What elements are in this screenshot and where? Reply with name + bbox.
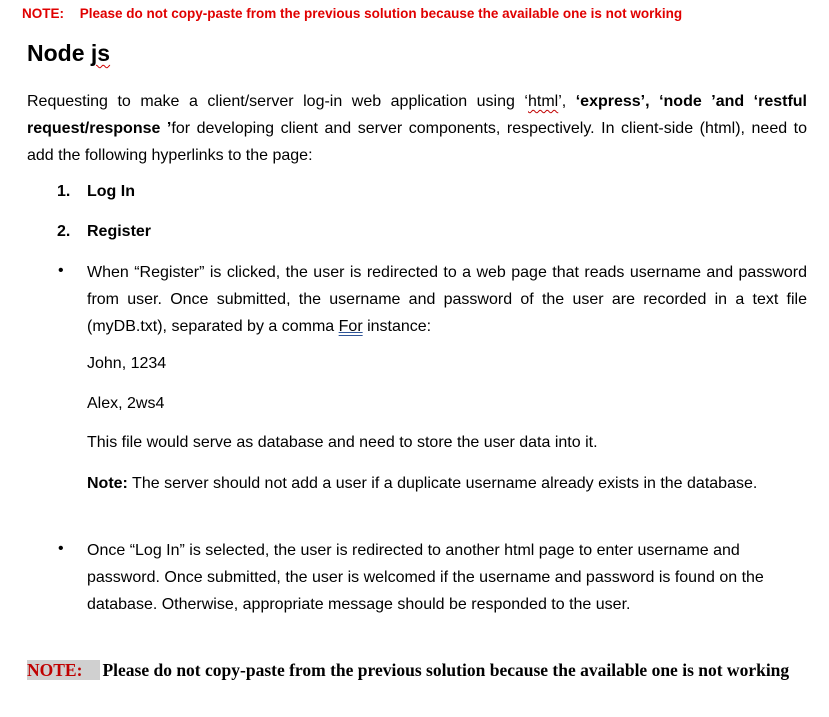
login-bullet-text: Once “Log In” is selected, the user is redirected to another html page to enter username and password. Once submitted, the user is welcomed if the username and password is found on the database. Otherwise, appropriate message should be responded to the user.	[87, 542, 764, 613]
page-title	[27, 40, 110, 67]
duplicate-user-note	[87, 470, 807, 497]
list-number-2: 2.	[57, 223, 71, 240]
bottom-note	[27, 657, 802, 683]
list-number-1: 1.	[57, 183, 71, 200]
list-item-login: Log In	[87, 183, 135, 200]
title-squiggle-text: js	[90, 40, 111, 66]
register-text-after: instance:	[362, 318, 432, 335]
register-bullet-text	[87, 259, 807, 340]
intro-html-word: html	[527, 93, 559, 110]
example-record-2: Alex, 2ws4	[87, 395, 165, 412]
register-text-before: When “Register” is clicked, the user is redirected to a web page that reads username and password from user. Once submitted, the username and password of the user are recorded in a text file (myDB.txt), separated by a comma	[87, 264, 807, 335]
title-text: Node	[27, 40, 91, 66]
bullet-icon: •	[58, 262, 64, 279]
list-item-register: Register	[87, 223, 152, 240]
bottom-note-label: NOTE:	[27, 660, 100, 680]
intro-text-1: Requesting to make a client/server log-in web application using ‘	[27, 93, 528, 110]
intro-text-3: for developing client and server components, respectively. In client-side (html), need to add the following hyperlinks to the page:	[27, 120, 808, 164]
top-note-label: NOTE:	[22, 6, 64, 21]
note-label: Note:	[87, 475, 128, 492]
top-note	[22, 6, 682, 21]
intro-bold-text: ‘express’, ‘node ’and ‘restful request/response ’	[27, 93, 808, 137]
for-link-word: For	[338, 318, 363, 335]
top-note-text: Please do not copy-paste from the previous solution because the available one is not working	[79, 6, 683, 21]
intro-text-2: ’,	[558, 93, 576, 110]
intro-paragraph	[27, 88, 807, 169]
note-text: The server should not add a user if a duplicate username already exists in the database.	[127, 475, 758, 492]
bullet-icon: •	[58, 540, 64, 557]
example-record-1: John, 1234	[87, 355, 167, 372]
database-note: This file would serve as database and need to store the user data into it.	[87, 434, 598, 451]
bottom-note-text: Please do not copy-paste from the previous solution because the available one is not working	[102, 660, 790, 680]
